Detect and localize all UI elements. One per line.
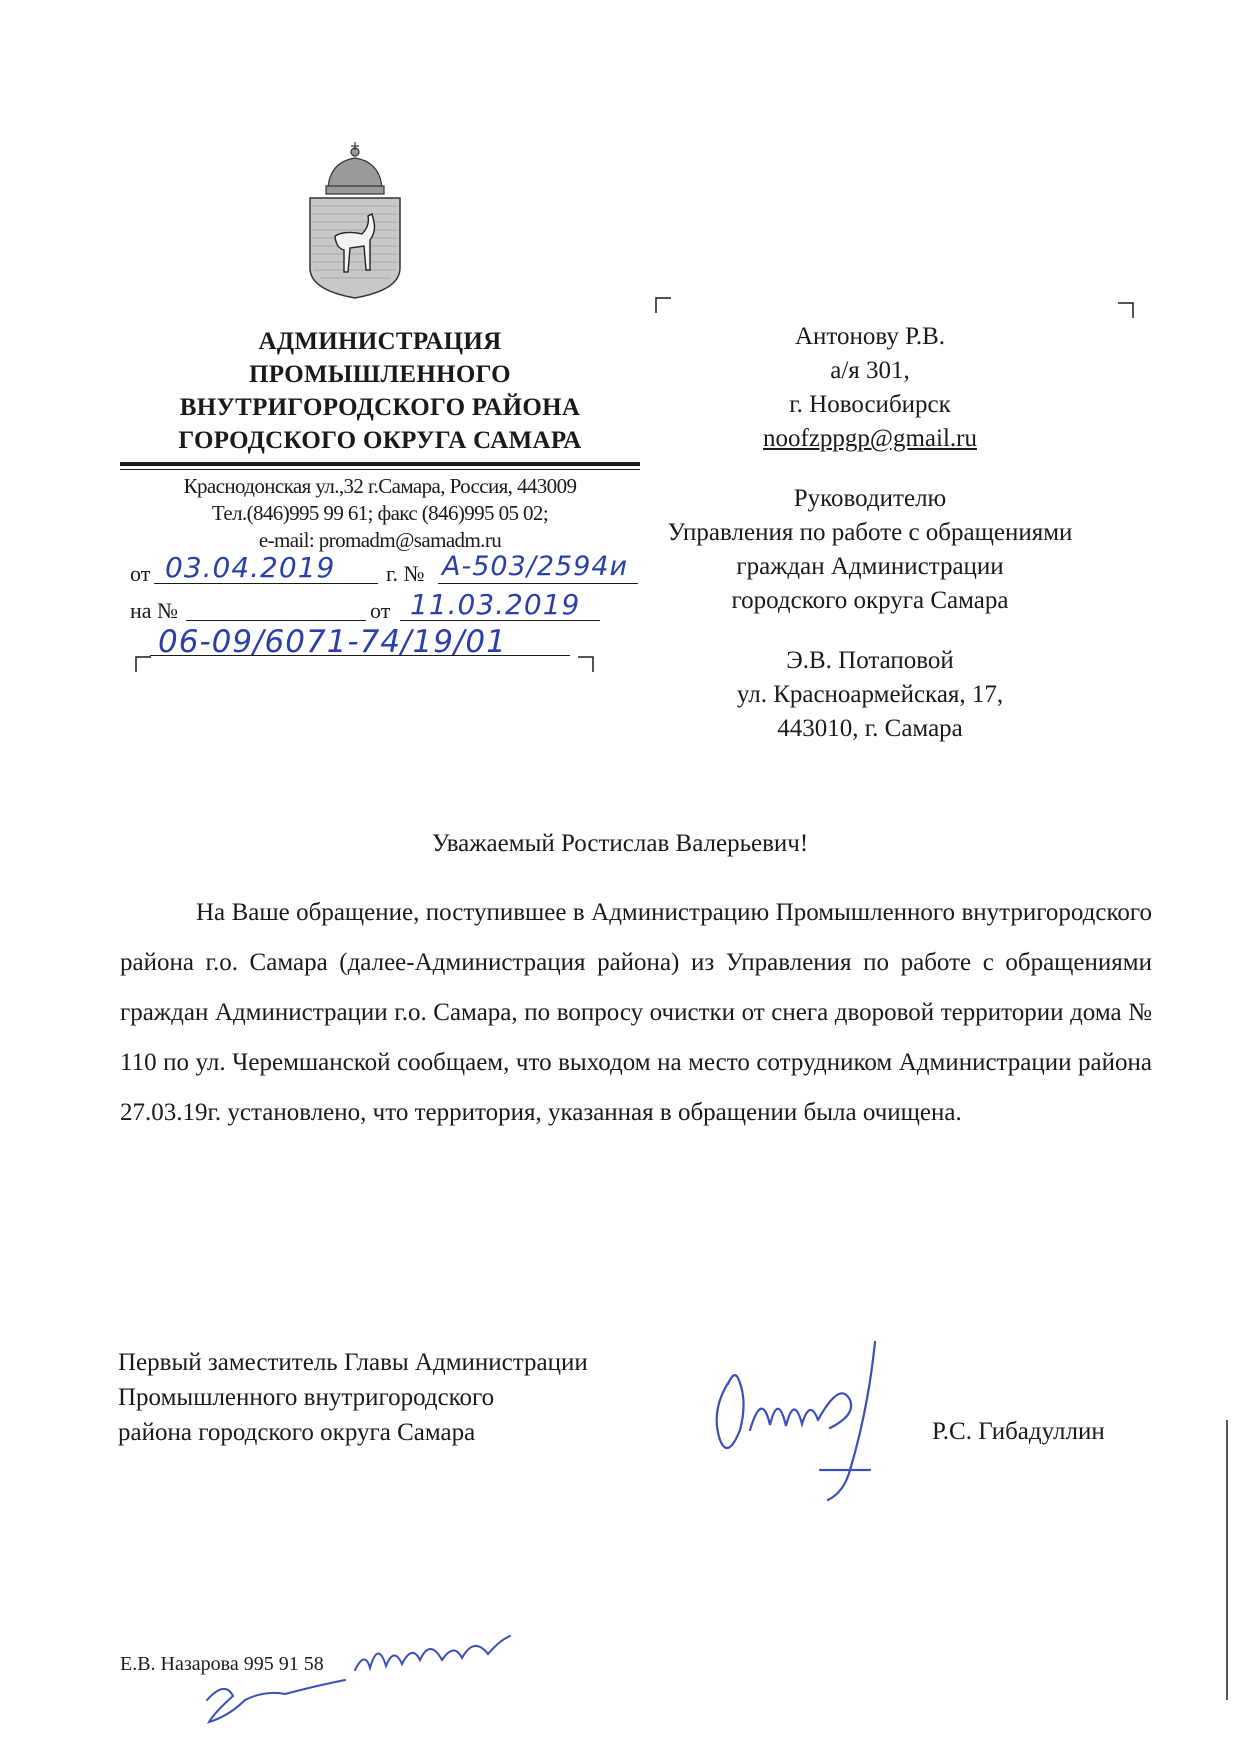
addressee-line: Э.В. Потаповой — [786, 647, 954, 674]
ref-number-line — [186, 620, 366, 621]
corner-mark-icon — [578, 656, 594, 672]
addressee-line: городского округа Самара — [731, 587, 1009, 614]
corner-mark-icon — [1118, 302, 1134, 318]
reg-date: 03.04.2019 — [165, 551, 336, 584]
scan-edge-line — [1226, 1420, 1228, 1700]
reg-from-label: от — [130, 561, 151, 586]
signatory-title-line: Первый заместитель Главы Администрации — [118, 1349, 588, 1376]
header-rule-thin — [120, 469, 640, 470]
handwritten-mark — [195, 1660, 395, 1730]
address-line: Краснодонская ул.,32 г.Самара, Россия, 443009 — [183, 474, 577, 498]
org-line: ПРОМЫШЛЕННОГО — [249, 361, 511, 388]
coat-of-arms-emblem — [300, 140, 410, 300]
handwritten-signature — [700, 1320, 890, 1510]
addressee-line: Управления по работе с обращениями — [667, 519, 1073, 546]
email-line: e-mail: promadm@samadm.ru — [258, 528, 502, 552]
signatory-title-line: Промышленного внутригородского — [118, 1384, 495, 1411]
org-line: ГОРОДСКОГО ОКРУГА САМАРА — [178, 427, 582, 454]
body-paragraph: На Ваше обращение, поступившее в Администрацию Промышленного внутригородского района г.о. Самара (далее-Администрация района) из Управления по работе с обращениями граждан Администрации г.о. Самара, по вопросу очистки от снега дворовой территории дома № 110 по ул. Черемшанской сообщаем, что выходом на место сотрудником Администрации района 27.03.19г. установлено, что территория, указанная в обращении была очищена. — [120, 899, 1152, 1126]
executor-info: Е.В. Назарова 995 91 58 — [120, 1653, 324, 1675]
greeting: Уважаемый Ростислав Валерьевич! — [431, 830, 809, 857]
signatory-name: Р.С. Гибадуллин — [932, 1418, 1105, 1445]
org-line: ВНУТРИГОРОДСКОГО РАЙОНА — [179, 394, 581, 421]
ref-date: 11.03.2019 — [410, 588, 581, 621]
header-rule — [120, 462, 640, 466]
organisation-contacts — [120, 473, 640, 554]
corner-mark-icon — [135, 656, 151, 672]
ref-number: 06-09/6071-74/19/01 — [158, 624, 507, 660]
addressee-line: г. Новосибирск — [789, 391, 951, 418]
addressee-line: ул. Красноармейская, 17, — [736, 681, 1004, 708]
addressee-line: 443010, г. Самара — [777, 715, 963, 742]
addressee-block — [640, 320, 1100, 746]
reg-number-line — [438, 583, 638, 584]
addressee-email: noofzppgp@gmail.ru — [763, 425, 977, 452]
reg-number: А-503/2594и — [442, 551, 629, 582]
signatory-title-line: района городского округа Самара — [118, 1419, 476, 1446]
addressee-line: а/я 301, — [830, 357, 910, 384]
ref-from-label: от — [370, 598, 391, 623]
corner-mark-icon — [655, 297, 671, 313]
ref-number-label: на № — [130, 598, 179, 623]
addressee-line: Антонову Р.В. — [794, 323, 946, 350]
addressee-line: Руководителю — [793, 485, 947, 512]
signatory-title — [118, 1345, 718, 1450]
reg-number-label: г. № — [386, 561, 425, 586]
phone-line: Тел.(846)995 99 61; факс (846)995 05 02; — [211, 501, 549, 525]
org-line: АДМИНИСТРАЦИЯ — [258, 328, 502, 355]
addressee-line: граждан Администрации — [736, 553, 1004, 580]
organisation-name — [120, 325, 640, 457]
